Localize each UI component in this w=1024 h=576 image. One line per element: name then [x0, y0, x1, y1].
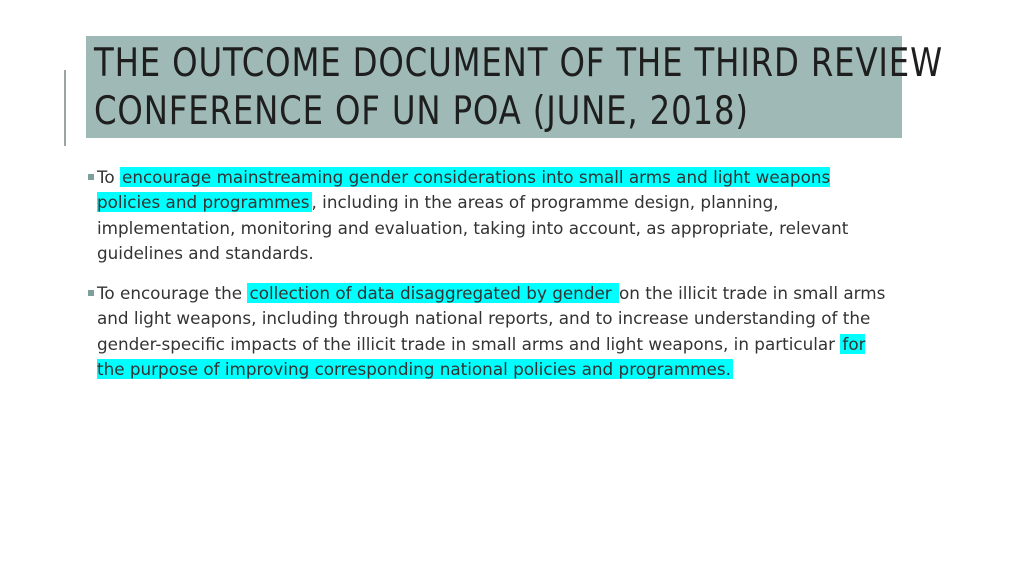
highlighted-text: collection of data disaggregated by gender	[249, 283, 618, 304]
bullet-item-mainstreaming	[88, 165, 888, 266]
title-line-2: CONFERENCE OF UN POA (JUNE, 2018)	[94, 89, 749, 134]
title-line-1: THE OUTCOME DOCUMENT OF THE THIRD REVIEW	[94, 41, 943, 86]
bullet-item-data-collection	[88, 281, 888, 382]
title-banner	[86, 36, 943, 138]
bullet-text: on the illicit trade in small arms and light weapons, including through national reports, and to increase understanding of the gender-specific impacts of the illicit trade in small arms and light weapons, in particular	[97, 283, 886, 354]
bullet-text: , including in the areas of programme design, planning, implementation, monitoring and evaluation, taking into account, as appropriate, relevant guidelines and standards.	[97, 192, 849, 263]
highlighted-text: encourage mainstreaming gender considerations into small arms and light weapons policies and programmes	[97, 167, 831, 213]
bullet-text: To	[97, 167, 120, 187]
accent-line	[64, 70, 66, 146]
bullet-text: To encourage the	[97, 283, 248, 304]
square-bullet-icon	[88, 290, 94, 296]
content-body	[88, 165, 888, 397]
square-bullet-icon	[88, 174, 94, 180]
highlighted-text: for the purpose of improving corresponding national policies and programmes.	[97, 333, 866, 380]
